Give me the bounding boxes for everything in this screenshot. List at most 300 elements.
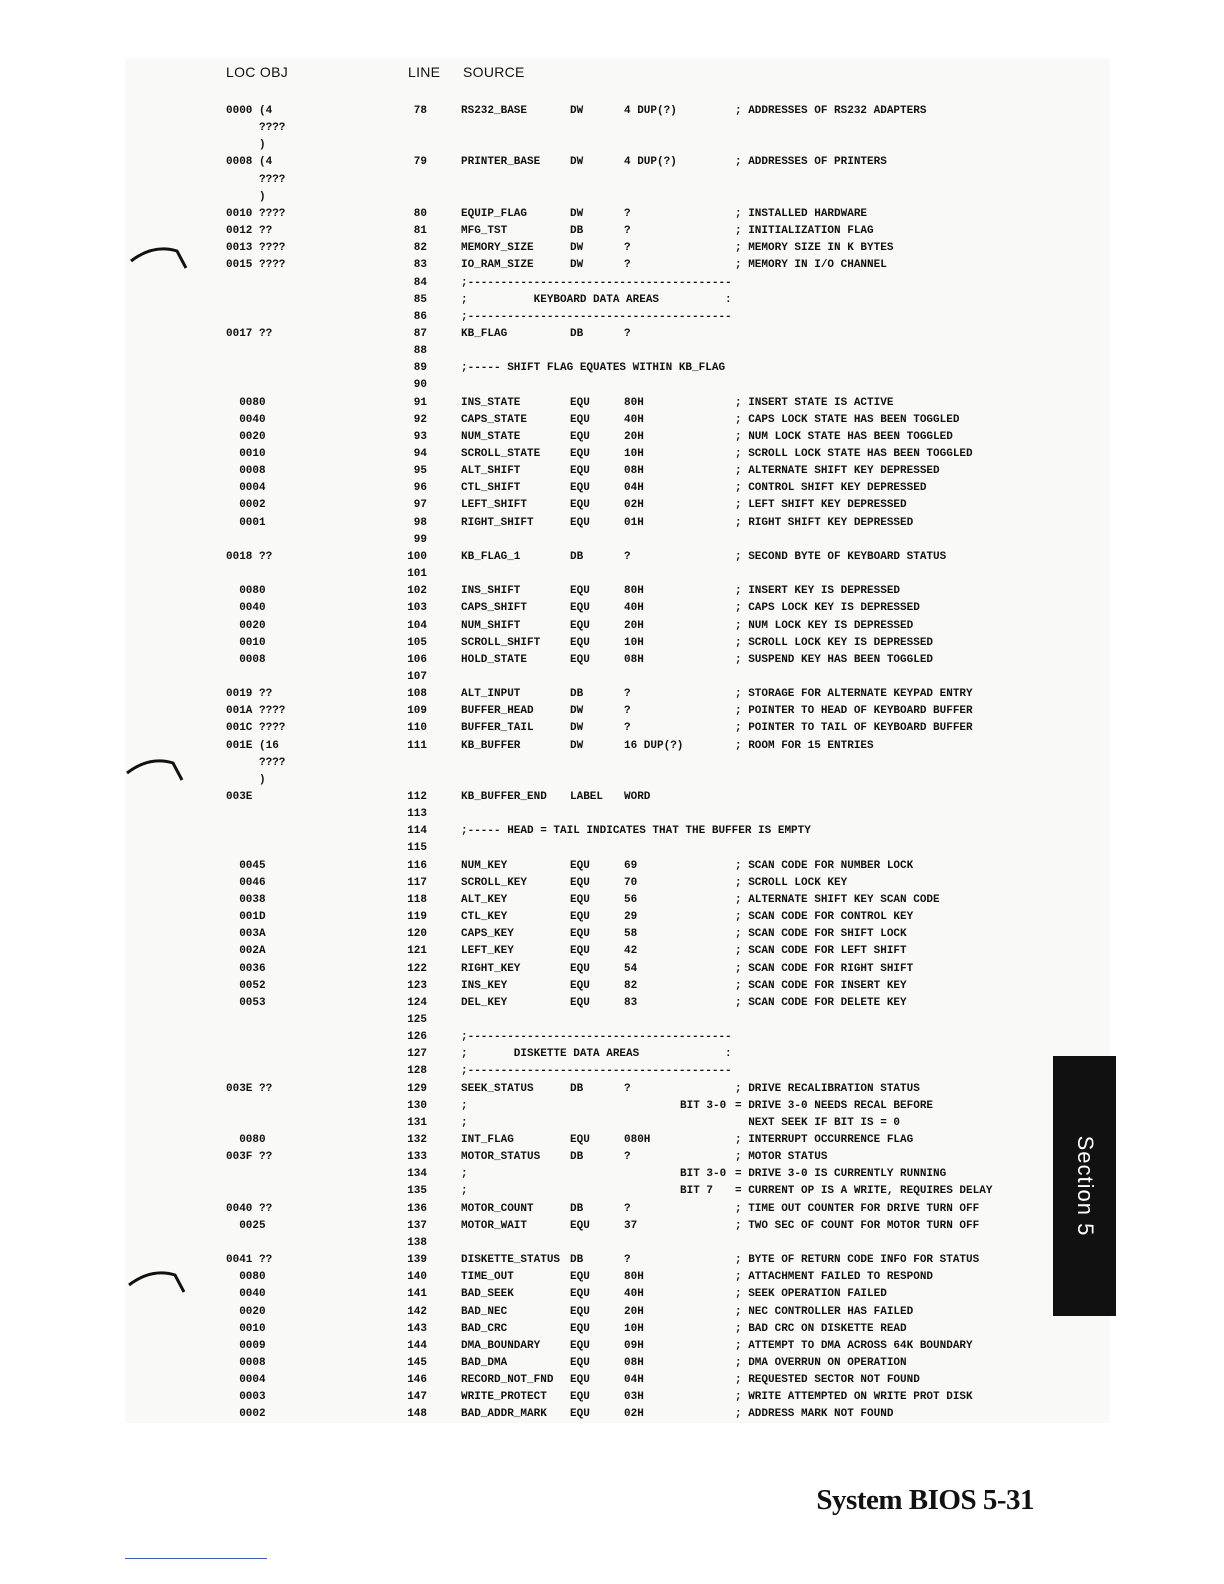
line-number: 120 xyxy=(407,928,427,941)
line-number: 147 xyxy=(407,1391,427,1404)
source-opcode: EQU xyxy=(570,1134,590,1146)
line-number: 124 xyxy=(407,996,427,1009)
source-label: KB_FLAG_1 xyxy=(461,550,521,563)
source-opcode: DB xyxy=(570,688,584,701)
source-opcode: EQU xyxy=(570,1356,590,1369)
source-comment: ; WRITE ATTEMPTED ON WRITE PROT DISK xyxy=(735,1391,973,1404)
source-label: WRITE_PROTECT xyxy=(461,1391,547,1404)
source-label: BAD_ADDR_MARK xyxy=(461,1408,547,1421)
source-opcode: EQU xyxy=(570,413,590,426)
loc-obj: 0046 xyxy=(226,876,266,889)
line-number: 137 xyxy=(407,1219,427,1232)
source-operand: 09H xyxy=(624,1339,644,1352)
listing-row xyxy=(0,978,1110,995)
loc-obj: 0036 xyxy=(226,962,266,975)
loc-obj: 0002 xyxy=(226,1408,266,1421)
listing-row xyxy=(0,1355,1110,1372)
line-number: 143 xyxy=(407,1322,427,1335)
source-label: MEMORY_SIZE xyxy=(461,242,534,255)
source-comment: ; ADDRESS MARK NOT FOUND xyxy=(735,1408,894,1421)
listing-row xyxy=(0,292,1110,309)
listing-row xyxy=(0,806,1110,823)
page-footer: System BIOS 5-31 xyxy=(816,1484,1034,1516)
column-header-loc-obj: LOC OBJ xyxy=(226,64,289,80)
loc-obj: 0010 xyxy=(226,1322,266,1335)
source-label: KB_BUFFER xyxy=(461,739,521,752)
line-number: 112 xyxy=(407,791,427,803)
source-comment: = DRIVE 3-0 IS CURRENTLY RUNNING xyxy=(735,1168,947,1181)
source-label: ALT_SHIFT xyxy=(461,465,521,478)
loc-obj: 0012 ?? xyxy=(226,225,273,237)
listing-row xyxy=(0,703,1110,720)
source-label: CAPS_SHIFT xyxy=(461,602,528,615)
loc-obj: 003A xyxy=(226,928,266,941)
source-operand: 03H xyxy=(624,1391,644,1404)
source-comment: ; TIME OUT COUNTER FOR DRIVE TURN OFF xyxy=(735,1202,980,1215)
source-opcode: EQU xyxy=(570,499,590,512)
source-comment: ; STORAGE FOR ALTERNATE KEYPAD ENTRY xyxy=(735,688,973,701)
line-number: 135 xyxy=(407,1185,427,1198)
source-comment: ; NUM LOCK STATE HAS BEEN TOGGLED xyxy=(735,430,953,443)
source-operand: ? xyxy=(624,705,631,718)
source-operand: ? xyxy=(624,1151,631,1164)
listing-row xyxy=(0,189,1110,206)
listing-row xyxy=(0,635,1110,652)
line-number: 79 xyxy=(413,156,427,169)
loc-obj: 0020 xyxy=(226,619,266,632)
source-comment: ; SCAN CODE FOR INSERT KEY xyxy=(735,979,907,992)
loc-obj: 003E ?? xyxy=(226,1082,273,1095)
source-operand: ? xyxy=(624,207,631,220)
line-number: 146 xyxy=(407,1374,427,1387)
source-opcode: DB xyxy=(570,1082,584,1095)
line-number: 107 xyxy=(407,670,427,683)
source-opcode: EQU xyxy=(570,619,590,632)
listing-row xyxy=(0,377,1110,394)
line-number: 123 xyxy=(407,979,427,992)
source-opcode: EQU xyxy=(570,396,590,409)
source-label: RS232_BASE xyxy=(461,105,528,117)
source-comment: ; DRIVE RECALIBRATION STATUS xyxy=(735,1082,920,1095)
line-number: 148 xyxy=(407,1408,427,1421)
source-operand: 02H xyxy=(624,499,644,512)
source-opcode: EQU xyxy=(570,448,590,460)
source-label: LEFT_SHIFT xyxy=(461,499,528,512)
listing-row xyxy=(0,206,1110,223)
listing-row xyxy=(0,566,1110,583)
source-operand: ? xyxy=(624,722,631,735)
source-line: ; KEYBOARD DATA AREAS : xyxy=(461,293,732,306)
loc-obj: 0000 (4 xyxy=(226,105,273,117)
line-number: 114 xyxy=(407,825,427,838)
source-opcode: EQU xyxy=(570,893,590,906)
listing-row xyxy=(0,395,1110,412)
source-operand: 080H xyxy=(624,1134,651,1146)
source-opcode: EQU xyxy=(570,1408,590,1421)
loc-obj: 0008 (4 xyxy=(226,156,273,169)
source-operand: ? xyxy=(624,327,631,340)
source-line: ;---------------------------------------- xyxy=(461,1065,732,1078)
line-number: 95 xyxy=(413,465,427,478)
source-operand: 29 xyxy=(624,911,638,923)
loc-obj: ) xyxy=(226,773,266,786)
listing-row xyxy=(0,1389,1110,1406)
loc-obj: 0040 xyxy=(226,413,266,426)
loc-obj: ???? xyxy=(226,122,286,135)
source-comment: ; MEMORY IN I/O CHANNEL xyxy=(735,259,887,272)
line-number: 93 xyxy=(413,430,427,443)
source-line: ;----- SHIFT FLAG EQUATES WITHIN KB_FLAG xyxy=(461,362,726,375)
source-label: CAPS_KEY xyxy=(461,928,514,941)
line-number: 87 xyxy=(413,327,427,340)
source-opcode: DW xyxy=(570,105,584,117)
line-number: 108 xyxy=(407,688,427,701)
bit-note: BIT 3-0 xyxy=(680,1168,727,1181)
listing-row xyxy=(0,1183,1110,1200)
footer-rule xyxy=(125,1558,267,1559)
source-label: MOTOR_WAIT xyxy=(461,1219,528,1232)
source-label: ; xyxy=(461,1116,468,1129)
line-number: 88 xyxy=(413,345,427,358)
line-number: 125 xyxy=(407,1013,427,1026)
loc-obj: 0052 xyxy=(226,979,266,992)
source-opcode: EQU xyxy=(570,962,590,975)
loc-obj: 001E (16 xyxy=(226,739,279,752)
listing-row xyxy=(0,1046,1110,1063)
line-number: 145 xyxy=(407,1356,427,1369)
listing-row xyxy=(0,738,1110,755)
source-operand: ? xyxy=(624,1254,631,1266)
line-number: 86 xyxy=(413,310,427,323)
line-number: 129 xyxy=(407,1082,427,1095)
source-operand: ? xyxy=(624,688,631,701)
loc-obj: 0053 xyxy=(226,996,266,1009)
line-number: 113 xyxy=(407,808,427,821)
listing-row xyxy=(0,583,1110,600)
listing-row xyxy=(0,549,1110,566)
loc-obj: ???? xyxy=(226,756,286,769)
line-number: 109 xyxy=(407,705,427,718)
source-label: ; xyxy=(461,1168,468,1181)
source-label: EQUIP_FLAG xyxy=(461,207,528,220)
listing-row xyxy=(0,686,1110,703)
source-opcode: DB xyxy=(570,550,584,563)
source-comment: ; POINTER TO HEAD OF KEYBOARD BUFFER xyxy=(735,705,973,718)
listing-row xyxy=(0,1149,1110,1166)
line-number: 134 xyxy=(407,1168,427,1181)
source-opcode: DW xyxy=(570,156,584,169)
source-label: BAD_DMA xyxy=(461,1356,508,1369)
source-opcode: EQU xyxy=(570,482,590,495)
source-operand: 01H xyxy=(624,516,644,529)
listing-row xyxy=(0,1338,1110,1355)
loc-obj: 001C ???? xyxy=(226,722,286,735)
line-number: 116 xyxy=(407,859,427,872)
source-label: MFG_TST xyxy=(461,225,508,237)
loc-obj: 0045 xyxy=(226,859,266,872)
source-opcode: DW xyxy=(570,722,584,735)
source-comment: ; SCAN CODE FOR RIGHT SHIFT xyxy=(735,962,914,975)
binder-hole-mark-icon xyxy=(128,244,188,274)
source-label: INS_STATE xyxy=(461,396,521,409)
source-comment: ; MOTOR STATUS xyxy=(735,1151,828,1164)
source-opcode: EQU xyxy=(570,602,590,615)
source-operand: 70 xyxy=(624,876,638,889)
listing-row xyxy=(0,840,1110,857)
line-number: 142 xyxy=(407,1305,427,1318)
source-operand: ? xyxy=(624,1202,631,1215)
source-label: ALT_KEY xyxy=(461,893,508,906)
line-number: 110 xyxy=(407,722,427,735)
source-operand: ? xyxy=(624,259,631,272)
source-comment: ; SCAN CODE FOR CONTROL KEY xyxy=(735,911,914,923)
source-comment: ; NUM LOCK KEY IS DEPRESSED xyxy=(735,619,914,632)
source-opcode: DW xyxy=(570,705,584,718)
listing-row xyxy=(0,669,1110,686)
line-number: 115 xyxy=(407,842,427,855)
line-number: 127 xyxy=(407,1048,427,1061)
loc-obj: ) xyxy=(226,190,266,203)
source-operand: 10H xyxy=(624,448,644,460)
source-operand: 08H xyxy=(624,465,644,478)
source-comment: ; ATTACHMENT FAILED TO RESPOND xyxy=(735,1271,934,1284)
listing-row xyxy=(0,429,1110,446)
source-comment: ; ALTERNATE SHIFT KEY SCAN CODE xyxy=(735,893,940,906)
source-label: CAPS_STATE xyxy=(461,413,528,426)
source-label: PRINTER_BASE xyxy=(461,156,541,169)
source-comment: ; TWO SEC OF COUNT FOR MOTOR TURN OFF xyxy=(735,1219,980,1232)
source-comment: = CURRENT OP IS A WRITE, REQUIRES DELAY xyxy=(735,1185,993,1198)
source-comment: ; ROOM FOR 15 ENTRIES xyxy=(735,739,874,752)
listing-row xyxy=(0,275,1110,292)
line-number: 130 xyxy=(407,1099,427,1112)
loc-obj: 0025 xyxy=(226,1219,266,1232)
source-comment: ; NEC CONTROLLER HAS FAILED xyxy=(735,1305,914,1318)
loc-obj: 0080 xyxy=(226,1271,266,1284)
source-label: DEL_KEY xyxy=(461,996,508,1009)
listing-row xyxy=(0,1304,1110,1321)
source-operand: 04H xyxy=(624,1374,644,1387)
source-label: MOTOR_COUNT xyxy=(461,1202,534,1215)
loc-obj: 0018 ?? xyxy=(226,550,273,563)
loc-obj: 0009 xyxy=(226,1339,266,1352)
source-label: CTL_KEY xyxy=(461,911,508,923)
source-line: ; DISKETTE DATA AREAS : xyxy=(461,1048,732,1061)
source-comment: ; INSTALLED HARDWARE xyxy=(735,207,868,220)
line-number: 136 xyxy=(407,1202,427,1215)
source-operand: 80H xyxy=(624,1271,644,1284)
source-label: RIGHT_KEY xyxy=(461,962,521,975)
line-number: 128 xyxy=(407,1065,427,1078)
source-opcode: EQU xyxy=(570,979,590,992)
line-number: 80 xyxy=(413,207,427,220)
listing-row xyxy=(0,360,1110,377)
column-header-source: SOURCE xyxy=(463,64,525,80)
source-operand: ? xyxy=(624,242,631,255)
source-label: SCROLL_SHIFT xyxy=(461,636,541,649)
source-comment: ; SCROLL LOCK KEY IS DEPRESSED xyxy=(735,636,934,649)
source-comment: ; ALTERNATE SHIFT KEY DEPRESSED xyxy=(735,465,940,478)
source-operand: 10H xyxy=(624,636,644,649)
source-comment: ; REQUESTED SECTOR NOT FOUND xyxy=(735,1374,920,1387)
listing-row xyxy=(0,858,1110,875)
source-opcode: DB xyxy=(570,327,584,340)
listing-row xyxy=(0,1321,1110,1338)
source-operand: 42 xyxy=(624,945,638,958)
source-opcode: EQU xyxy=(570,636,590,649)
source-operand: ? xyxy=(624,550,631,563)
loc-obj: 0010 xyxy=(226,448,266,460)
listing-row xyxy=(0,943,1110,960)
source-comment: ; BYTE OF RETURN CODE INFO FOR STATUS xyxy=(735,1254,980,1266)
loc-obj: 0080 xyxy=(226,585,266,598)
source-label: MOTOR_STATUS xyxy=(461,1151,541,1164)
source-comment: ; SCAN CODE FOR SHIFT LOCK xyxy=(735,928,907,941)
loc-obj: 0080 xyxy=(226,1134,266,1146)
section-tab-label: Section 5 xyxy=(1072,1135,1098,1237)
line-number: 92 xyxy=(413,413,427,426)
source-label: LEFT_KEY xyxy=(461,945,514,958)
line-number: 111 xyxy=(407,739,427,752)
source-operand: 58 xyxy=(624,928,638,941)
loc-obj: 0040 xyxy=(226,602,266,615)
line-number: 141 xyxy=(407,1288,427,1301)
source-opcode: DW xyxy=(570,207,584,220)
source-comment: = DRIVE 3-0 NEEDS RECAL BEFORE xyxy=(735,1099,934,1112)
source-operand: 08H xyxy=(624,653,644,666)
source-label: BAD_CRC xyxy=(461,1322,508,1335)
listing-row xyxy=(0,1218,1110,1235)
source-operand: 40H xyxy=(624,602,644,615)
line-number: 132 xyxy=(407,1134,427,1146)
source-comment: ; INSERT STATE IS ACTIVE xyxy=(735,396,894,409)
bit-note: BIT 3-0 xyxy=(680,1099,727,1112)
source-comment: ; INTERRUPT OCCURRENCE FLAG xyxy=(735,1134,914,1146)
line-number: 81 xyxy=(413,225,427,237)
source-line: ;---------------------------------------- xyxy=(461,276,732,289)
line-number: 90 xyxy=(413,379,427,392)
source-opcode: EQU xyxy=(570,430,590,443)
line-number: 103 xyxy=(407,602,427,615)
source-label: RIGHT_SHIFT xyxy=(461,516,534,529)
source-label: TIME_OUT xyxy=(461,1271,514,1284)
source-label: INT_FLAG xyxy=(461,1134,514,1146)
source-operand: 69 xyxy=(624,859,638,872)
source-operand: 54 xyxy=(624,962,638,975)
source-operand: 20H xyxy=(624,619,644,632)
source-comment: ; ADDRESSES OF RS232 ADAPTERS xyxy=(735,105,927,117)
listing-row xyxy=(0,1098,1110,1115)
line-number: 101 xyxy=(407,568,427,580)
loc-obj: 0020 xyxy=(226,430,266,443)
line-number: 119 xyxy=(407,911,427,923)
source-label: CTL_SHIFT xyxy=(461,482,521,495)
source-operand: 40H xyxy=(624,413,644,426)
loc-obj: 003F ?? xyxy=(226,1151,273,1164)
source-label: INS_KEY xyxy=(461,979,508,992)
line-number: 121 xyxy=(407,945,427,958)
loc-obj: 001D xyxy=(226,911,266,923)
line-number: 138 xyxy=(407,1236,427,1249)
line-number: 117 xyxy=(407,876,427,889)
listing-row xyxy=(0,154,1110,171)
source-comment: ; MEMORY SIZE IN K BYTES xyxy=(735,242,894,255)
line-number: 122 xyxy=(407,962,427,975)
listing-row xyxy=(0,497,1110,514)
source-operand: 82 xyxy=(624,979,638,992)
listing-row xyxy=(0,823,1110,840)
source-operand: 10H xyxy=(624,1322,644,1335)
source-label: ALT_INPUT xyxy=(461,688,521,701)
source-operand: ? xyxy=(624,1082,631,1095)
source-comment: ; SCAN CODE FOR LEFT SHIFT xyxy=(735,945,907,958)
listing-row xyxy=(0,720,1110,737)
listing-row xyxy=(0,309,1110,326)
line-number: 126 xyxy=(407,1031,427,1044)
loc-obj: 0013 ???? xyxy=(226,242,286,255)
source-label: SEEK_STATUS xyxy=(461,1082,534,1095)
line-number: 102 xyxy=(407,585,427,598)
loc-obj: 0004 xyxy=(226,1374,266,1387)
source-opcode: EQU xyxy=(570,653,590,666)
loc-obj: 0040 ?? xyxy=(226,1202,273,1215)
source-label: NUM_KEY xyxy=(461,859,508,872)
listing-row xyxy=(0,137,1110,154)
listing-row xyxy=(0,1081,1110,1098)
loc-obj: 0017 ?? xyxy=(226,327,273,340)
source-opcode: EQU xyxy=(570,911,590,923)
line-number: 94 xyxy=(413,448,427,460)
listing-row xyxy=(0,1132,1110,1149)
line-number: 140 xyxy=(407,1271,427,1284)
source-opcode: DW xyxy=(570,739,584,752)
line-number: 100 xyxy=(407,550,427,563)
source-opcode: DB xyxy=(570,1254,584,1266)
listing-row xyxy=(0,1235,1110,1252)
listing-row xyxy=(0,892,1110,909)
loc-obj: ???? xyxy=(226,173,286,186)
source-opcode: EQU xyxy=(570,465,590,478)
line-number: 139 xyxy=(407,1254,427,1266)
listing-row xyxy=(0,789,1110,806)
listing-row xyxy=(0,515,1110,532)
source-operand: 20H xyxy=(624,430,644,443)
source-operand: 4 DUP(?) xyxy=(624,105,677,117)
source-operand: WORD xyxy=(624,791,651,803)
source-opcode: EQU xyxy=(570,1219,590,1232)
listing-row xyxy=(0,463,1110,480)
source-opcode: EQU xyxy=(570,1288,590,1301)
listing-row xyxy=(0,1063,1110,1080)
source-opcode: EQU xyxy=(570,1339,590,1352)
listing-row xyxy=(0,120,1110,137)
listing-row xyxy=(0,172,1110,189)
source-opcode: EQU xyxy=(570,876,590,889)
source-comment: ; SUSPEND KEY HAS BEEN TOGGLED xyxy=(735,653,934,666)
source-line: ;---------------------------------------- xyxy=(461,310,732,323)
source-opcode: EQU xyxy=(570,859,590,872)
loc-obj: 0001 xyxy=(226,516,266,529)
line-number: 99 xyxy=(413,533,427,546)
listing-row xyxy=(0,343,1110,360)
source-comment: ; ADDRESSES OF PRINTERS xyxy=(735,156,887,169)
listing-row xyxy=(0,1372,1110,1389)
line-number: 84 xyxy=(413,276,427,289)
source-line: ;---------------------------------------- xyxy=(461,1031,732,1044)
listing-row xyxy=(0,223,1110,240)
listing-row xyxy=(0,1029,1110,1046)
source-comment: ; ATTEMPT TO DMA ACROSS 64K BOUNDARY xyxy=(735,1339,973,1352)
